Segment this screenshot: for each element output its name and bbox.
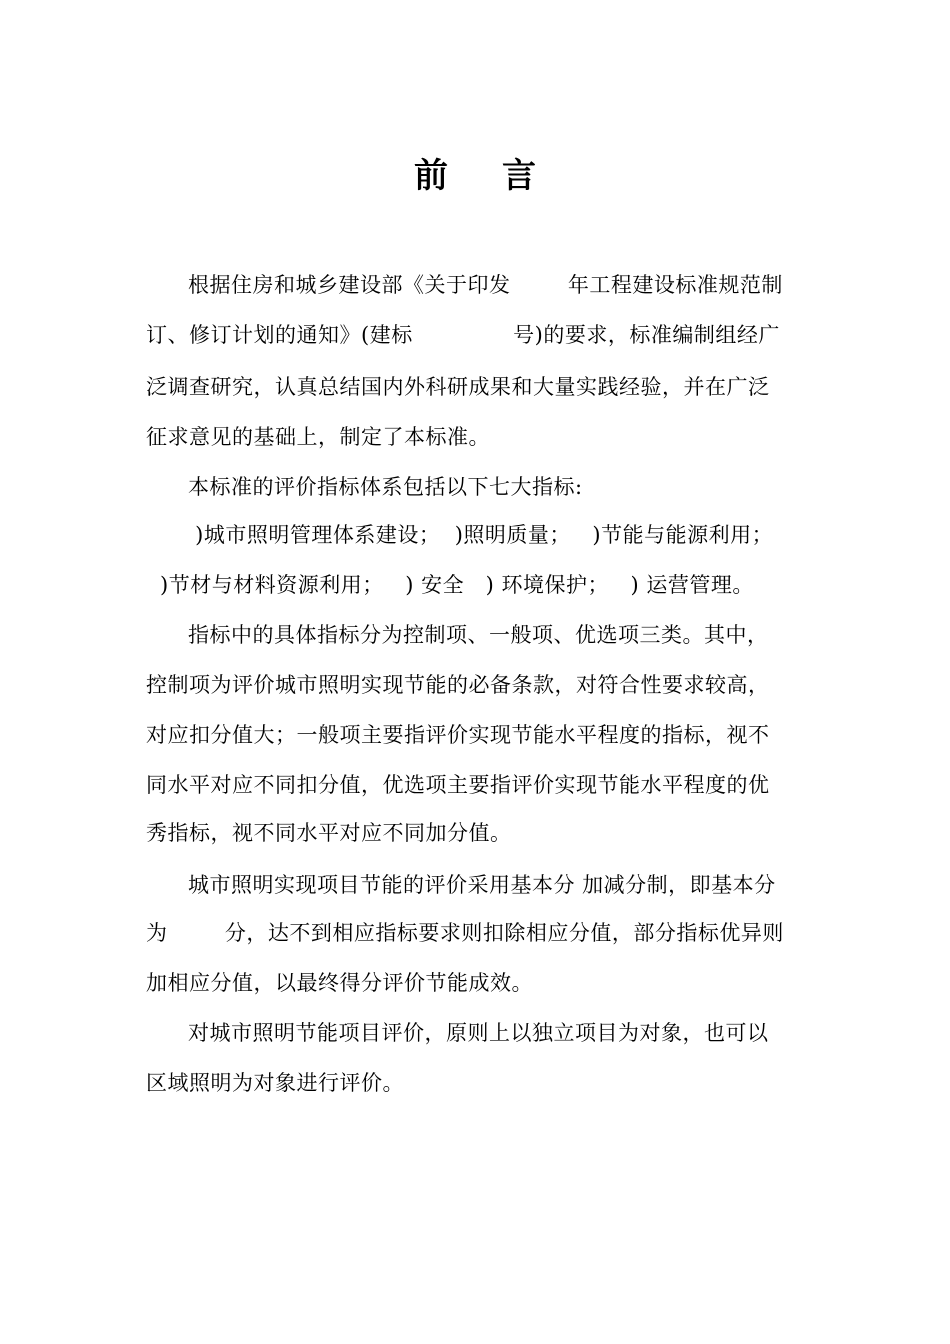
paragraph-1-line-2: 订、修订计划的通知》(建标 号)的要求，标准编制组经广: [146, 323, 780, 347]
paragraph-3-line-1: 指标中的具体指标分为控制项、一般项、优选项三类。其中，: [188, 623, 769, 647]
title-char-2: 言: [502, 156, 536, 196]
title-char-1: 前: [414, 156, 448, 196]
paragraph-5-line-2: 区域照明为对象进行评价。: [146, 1071, 404, 1095]
paragraph-4-line-3: 加相应分值，以最终得分评价节能成效。: [146, 971, 533, 995]
paragraph-1-line-4: 征求意见的基础上，制定了本标准。: [146, 425, 490, 449]
paragraph-3-line-3: 对应扣分值大；一般项主要指评价实现节能水平程度的指标，视不: [146, 723, 770, 747]
paragraph-3-line-4: 同水平对应不同扣分值，优选项主要指评价实现节能水平程度的优: [146, 773, 770, 797]
paragraph-3-line-5: 秀指标，视不同水平对应不同加分值。: [146, 821, 512, 845]
page-title: [0, 148, 950, 197]
paragraph-4-line-2: 为 分，达不到相应指标要求则扣除相应分值，部分指标优异则: [146, 921, 784, 945]
paragraph-5-line-1: 对城市照明节能项目评价，原则上以独立项目为对象，也可以: [188, 1021, 769, 1045]
paragraph-2-line-1: 本标准的评价指标体系包括以下七大指标:: [188, 475, 583, 499]
paragraph-1-line-3: 泛调查研究，认真总结国内外科研成果和大量实践经验，并在广泛: [146, 375, 770, 399]
indicator-list-line-1: )城市照明管理体系建设； )照明质量； )节能与能源利用；: [188, 523, 774, 547]
paragraph-1-line-1: 根据住房和城乡建设部《关于印发 年工程建设标准规范制: [188, 273, 783, 297]
paragraph-4-line-1: 城市照明实现项目节能的评价采用基本分 加减分制，即基本分: [188, 873, 776, 897]
paragraph-3-line-2: 控制项为评价城市照明实现节能的必备条款，对符合性要求较高，: [146, 673, 770, 697]
indicator-list-line-2: )节材与材料资源利用； ) 安全 ) 环境保护； ) 运营管理。: [160, 573, 754, 597]
